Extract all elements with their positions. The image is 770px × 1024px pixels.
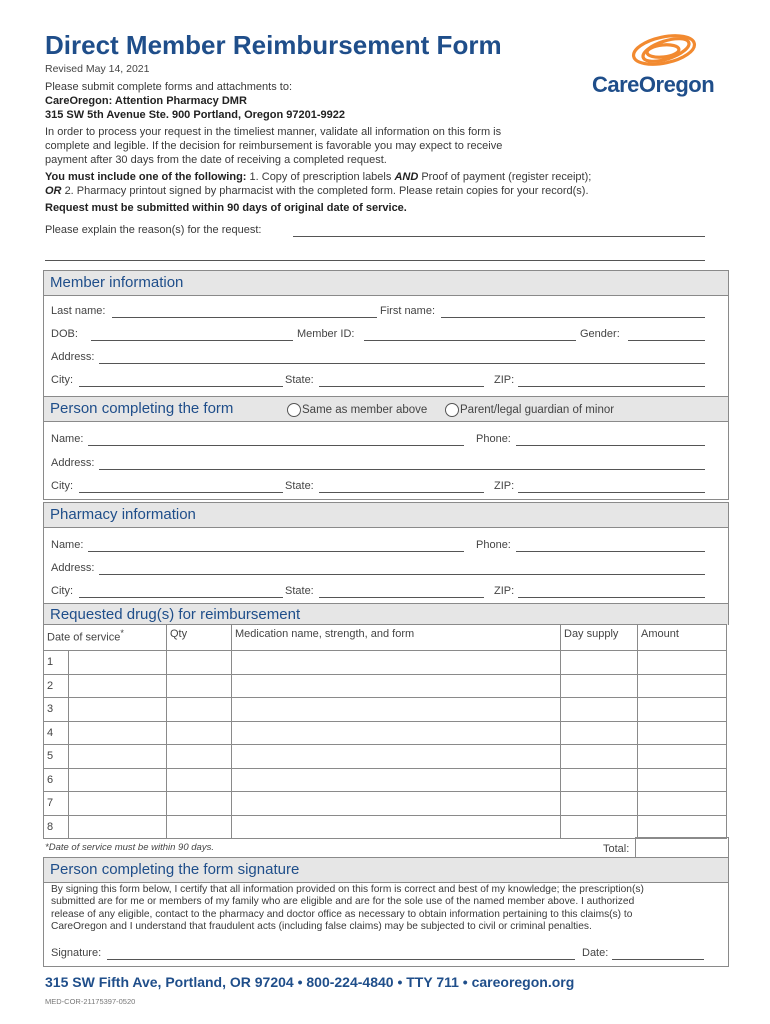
pharmacy-name-field[interactable] [88, 551, 464, 552]
person-section [43, 396, 729, 500]
member-address-field[interactable] [99, 363, 705, 364]
person-phone-field[interactable] [516, 445, 705, 446]
notice-line-1: By signing this form below, I certify that all information provided on this form is correct and best of my knowledge; the prescription(s) [51, 884, 644, 895]
timeliness-line-2: complete and legible. If the decision for reimbursement is favorable you may expect to receive [45, 140, 503, 152]
pharmacy-section-title: Pharmacy information [50, 506, 196, 523]
date-field[interactable] [612, 959, 704, 960]
member-city-field[interactable] [79, 386, 283, 387]
col-amount: Amount [638, 625, 727, 651]
supply-cell[interactable] [561, 651, 638, 675]
signature-section-header [44, 858, 728, 883]
row-number: 4 [44, 721, 69, 745]
signature-label: Signature: [51, 947, 102, 959]
date-cell[interactable] [69, 698, 167, 722]
pharmacy-state-label: State: [285, 585, 314, 597]
person-address-label: Address: [51, 457, 95, 469]
col-date-label: Date of service [47, 631, 121, 644]
row-number: 2 [44, 674, 69, 698]
medication-cell[interactable] [232, 651, 561, 675]
drug-row [44, 815, 727, 839]
pharmacy-section [43, 502, 729, 604]
guardian-radio[interactable] [445, 403, 459, 417]
member-section-title: Member information [50, 274, 184, 291]
col-day-supply: Day supply [561, 625, 638, 651]
dob-field[interactable] [91, 340, 293, 341]
person-state-label: State: [285, 480, 314, 492]
qty-cell[interactable] [167, 674, 232, 698]
timeliness-line-3: payment after 30 days from the date of receiving a completed request. [45, 154, 387, 166]
amount-cell[interactable] [638, 698, 727, 722]
amount-cell[interactable] [638, 792, 727, 816]
qty-cell[interactable] [167, 792, 232, 816]
or-emphasis: OR [45, 185, 62, 197]
signature-section-title: Person completing the form signature [50, 861, 300, 878]
must-include-1b: Proof of payment (register receipt); [421, 171, 592, 183]
same-as-member-label: Same as member above [302, 404, 428, 416]
form-code: MED-COR-21175397-0520 [45, 997, 136, 1006]
row-number: 8 [44, 815, 69, 839]
member-section-header [44, 271, 728, 296]
last-name-field[interactable] [112, 317, 377, 318]
person-name-field[interactable] [88, 445, 464, 446]
must-include-1a: 1. Copy of prescription labels [249, 171, 392, 183]
pharmacy-zip-label: ZIP: [494, 585, 515, 597]
amount-cell[interactable] [638, 768, 727, 792]
person-city-label: City: [51, 480, 73, 492]
row-number: 7 [44, 792, 69, 816]
supply-cell[interactable] [561, 674, 638, 698]
must-include-line [45, 171, 591, 185]
deadline-line: Request must be submitted within 90 days of original date of service. [45, 202, 407, 214]
first-name-label: First name: [380, 305, 436, 317]
qty-cell[interactable] [167, 815, 232, 839]
row-number: 6 [44, 768, 69, 792]
pharmacy-city-label: City: [51, 585, 73, 597]
notice-line-3: release of any eligible, contact to the pharmacy and doctor office as necessary to obtain information pertaining to this claims(s) to [51, 908, 633, 920]
reason-field-line-2[interactable] [45, 260, 705, 261]
pharmacy-phone-label: Phone: [476, 539, 511, 551]
medication-cell[interactable] [232, 674, 561, 698]
pharmacy-phone-field[interactable] [516, 551, 705, 552]
drugs-table [43, 624, 727, 839]
gender-label: Gender: [580, 328, 620, 340]
date-cell[interactable] [69, 674, 167, 698]
person-state-field[interactable] [319, 492, 484, 493]
pharmacy-section-header [44, 503, 728, 528]
pharmacy-zip-field[interactable] [518, 597, 705, 598]
row-number: 3 [44, 698, 69, 722]
member-section [43, 270, 729, 398]
must-include-bold: You must include one of the following: [45, 171, 247, 183]
col-qty: Qty [167, 625, 232, 651]
total-field[interactable] [635, 837, 729, 859]
reason-label: Please explain the reason(s) for the request: [45, 224, 262, 236]
medication-cell[interactable] [232, 698, 561, 722]
submit-instruction: Please submit complete forms and attachments to: [45, 81, 293, 93]
member-id-field[interactable] [364, 340, 576, 341]
row-number: 1 [44, 651, 69, 675]
supply-cell[interactable] [561, 698, 638, 722]
first-name-field[interactable] [441, 317, 705, 318]
must-include-line-2 [45, 185, 589, 199]
attention-line: CareOregon: Attention Pharmacy DMR [45, 95, 247, 107]
pharmacy-city-field[interactable] [79, 597, 283, 598]
pharmacy-address-field[interactable] [99, 574, 705, 575]
amount-cell[interactable] [638, 815, 727, 839]
amount-cell[interactable] [638, 674, 727, 698]
medication-cell[interactable] [232, 721, 561, 745]
person-zip-field[interactable] [518, 492, 705, 493]
person-zip-label: ZIP: [494, 480, 515, 492]
amount-cell[interactable] [638, 745, 727, 769]
date-cell[interactable] [69, 792, 167, 816]
qty-cell[interactable] [167, 721, 232, 745]
date-cell[interactable] [69, 651, 167, 675]
drugs-section-title: Requested drug(s) for reimbursement [50, 606, 301, 623]
timeliness-line-1: In order to process your request in the timeliest manner, validate all information on this form is [45, 126, 502, 138]
same-as-member-radio[interactable] [287, 403, 301, 417]
logo-wordmark: CareOregon [592, 72, 715, 97]
person-address-field[interactable] [99, 469, 705, 470]
footnote-mark: * [45, 842, 49, 853]
col-date-of-service [44, 625, 167, 651]
person-phone-label: Phone: [476, 433, 511, 445]
member-zip-label: ZIP: [494, 374, 515, 386]
footnote-text: Date of service must be within 90 days. [48, 842, 214, 853]
member-state-label: State: [285, 374, 314, 386]
drug-row [44, 721, 727, 745]
row-number: 5 [44, 745, 69, 769]
member-city-label: City: [51, 374, 73, 386]
person-name-label: Name: [51, 433, 84, 445]
drugs-table-header [44, 625, 727, 651]
member-zip-field[interactable] [518, 386, 705, 387]
medication-cell[interactable] [232, 768, 561, 792]
col-date-asterisk: * [120, 628, 124, 638]
qty-cell[interactable] [167, 745, 232, 769]
notice-line-4: CareOregon and I understand that fraudulent acts (including false claims) may be subjected to civil or criminal penalties. [51, 921, 592, 933]
form-title: Direct Member Reimbursement Form [45, 30, 502, 60]
supply-cell[interactable] [561, 815, 638, 839]
and-emphasis: AND [394, 171, 419, 183]
date-footnote [45, 842, 214, 853]
medication-cell[interactable] [232, 745, 561, 769]
revised-date: Revised May 14, 2021 [45, 63, 150, 75]
member-state-field[interactable] [319, 386, 484, 387]
supply-cell[interactable] [561, 745, 638, 769]
pharmacy-state-field[interactable] [319, 597, 484, 598]
member-address-label: Address: [51, 351, 95, 363]
signature-field[interactable] [107, 959, 575, 960]
footer-contact: 315 SW Fifth Ave, Portland, OR 97204 • 800-224-4840 • TTY 711 • careoregon.org [45, 974, 575, 990]
drug-row [44, 745, 727, 769]
pharmacy-address-label: Address: [51, 562, 95, 574]
last-name-label: Last name: [51, 305, 106, 317]
notice-line-2: submitted are for me or members of my family who are eligible and are for the sole use of the named member above. I authorized [51, 896, 635, 908]
supply-cell[interactable] [561, 721, 638, 745]
dob-label: DOB: [51, 328, 78, 340]
date-cell[interactable] [69, 721, 167, 745]
amount-cell[interactable] [638, 651, 727, 675]
drug-row [44, 768, 727, 792]
pharmacy-name-label: Name: [51, 539, 84, 551]
drug-row [44, 698, 727, 722]
date-label: Date: [582, 947, 609, 959]
mailing-address: 315 SW 5th Avenue Ste. 900 Portland, Oregon 97201-9922 [45, 109, 345, 121]
certification-notice [51, 884, 711, 934]
person-section-header [44, 397, 728, 422]
qty-cell[interactable] [167, 698, 232, 722]
gender-field[interactable] [628, 340, 705, 341]
date-cell[interactable] [69, 815, 167, 839]
qty-cell[interactable] [167, 651, 232, 675]
supply-cell[interactable] [561, 768, 638, 792]
member-id-label: Member ID: [297, 328, 355, 340]
medication-cell[interactable] [232, 792, 561, 816]
drug-row [44, 651, 727, 675]
date-cell[interactable] [69, 745, 167, 769]
col-medication: Medication name, strength, and form [232, 625, 561, 651]
qty-cell[interactable] [167, 768, 232, 792]
person-city-field[interactable] [79, 492, 283, 493]
supply-cell[interactable] [561, 792, 638, 816]
guardian-label: Parent/legal guardian of minor [460, 404, 615, 416]
amount-cell[interactable] [638, 721, 727, 745]
drug-row [44, 674, 727, 698]
must-include-2: 2. Pharmacy printout signed by pharmacist with the completed form. Please retain copies for your record(s). [64, 185, 589, 197]
date-cell[interactable] [69, 768, 167, 792]
medication-cell[interactable] [232, 815, 561, 839]
drug-row [44, 792, 727, 816]
drugs-section-header [43, 603, 729, 625]
person-section-title: Person completing the form [50, 400, 234, 417]
total-label: Total: [603, 843, 630, 855]
reason-field-line-1[interactable] [293, 236, 705, 237]
